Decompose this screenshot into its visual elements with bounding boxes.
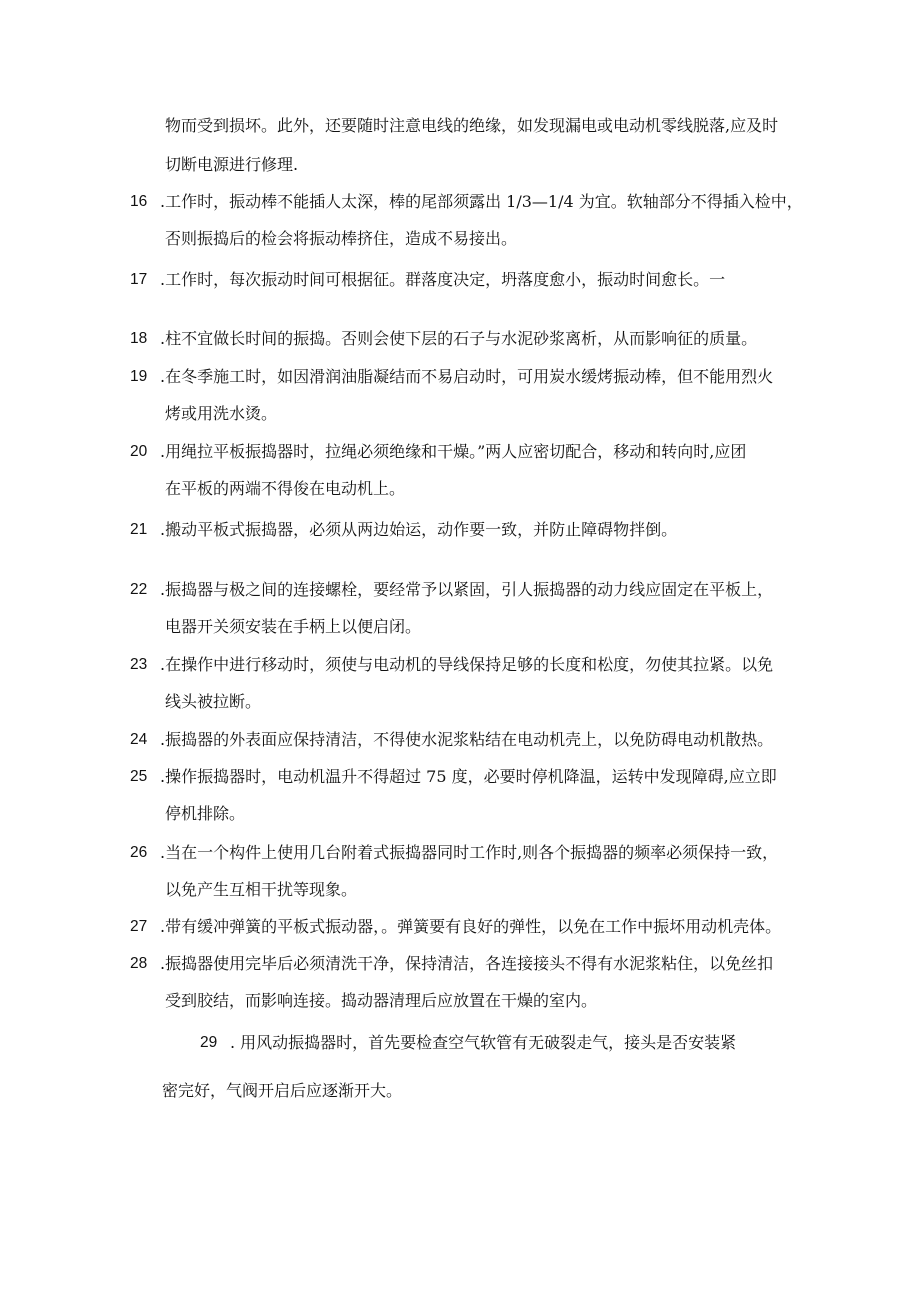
item-line: .在操作中进行移动时，须使与电动机的导线保持足够的长度和松度，勿使其拉紧。以免: [160, 655, 774, 674]
item-number: 21: [130, 521, 148, 538]
item-line: .搬动平板式振捣器，必须从两边始运，动作要一致，并防止障碍物拌倒。: [160, 520, 678, 539]
item-number: 25: [130, 768, 148, 785]
item-line: .振捣器与极之间的连接螺栓，要经常予以紧固，引人振捣器的动力线应固定在平板上，: [160, 580, 774, 599]
item-line: 停机排除。: [165, 804, 246, 823]
item-line: 受到胶结，而影响连接。捣动器清理后应放置在干燥的室内。: [165, 991, 598, 1010]
item-number: 26: [130, 844, 148, 861]
lead-line-2: 切断电源进行修理.: [165, 155, 299, 174]
item-line: 电器开关须安装在手柄上以便启闭。: [165, 617, 422, 636]
item-line: .振捣器使用完毕后必须清洗干净，保持清洁，各连接接头不得有水泥浆粘住，以免丝扣: [160, 954, 774, 973]
item-number: 19: [130, 368, 148, 385]
item-number: 27: [130, 918, 148, 935]
item-line: 线头被拉断。: [165, 692, 262, 711]
item-number: 16: [130, 193, 148, 210]
item-line: .工作时，振动棒不能插人太深，棒的尾部须露出 1/3—1/4 为宜。软轴部分不得插入检中，: [160, 192, 803, 211]
item-line: 在平板的两端不得俊在电动机上。: [165, 479, 406, 498]
item-number: 22: [130, 581, 148, 598]
item-line: .带有缓冲弹簧的平板式振动器，。弹簧要有良好的弹性，以免在工作中振坏用动机壳体。: [160, 917, 782, 936]
item-line: 否则振捣后的检会将振动棒挤住，造成不易接出。: [165, 229, 518, 248]
item-line: . 用风动振捣器时，首先要检查空气软管有无破裂走气，接头是否安装紧: [230, 1033, 737, 1052]
item-line: .工作时，每次振动时间可根据征。群落度决定，坍落度愈小，振动时间愈长。一: [160, 270, 726, 289]
lead-line-1: 物而受到损坏。此外，还要随时注意电线的绝缘，如发现漏电或电动机零线脱落,应及时: [165, 116, 779, 135]
item-line: 密完好，气阀开启后应逐渐开大。: [162, 1081, 403, 1100]
item-line: .在冬季施工时，如因滑润油脂凝结而不易启动时，可用炭水缓烤振动棒，但不能用烈火: [160, 367, 774, 386]
item-number: 17: [130, 271, 148, 288]
item-number: 29: [200, 1034, 218, 1051]
item-line: .用绳拉平板振捣器时，拉绳必须绝缘和干燥。”两人应密切配合，移动和转向时,应团: [160, 442, 747, 461]
item-line: 以免产生互相干扰等现象。: [165, 880, 358, 899]
item-line: .操作振捣器时，电动机温升不得超过 75 度，必要时停机降温，运转中发现障碍,应立即: [160, 767, 777, 786]
item-line: .振捣器的外表面应保持清洁，不得使水泥浆粘结在电动机壳上，以免防碍电动机散热。: [160, 730, 774, 749]
item-line: .柱不宜做长时间的振捣。否则会使下层的石子与水泥砂浆离析，从而影响征的质量。: [160, 329, 758, 348]
item-line: .当在一个构件上使用几台附着式振捣器同时工作时,则各个振捣器的频率必须保持一致，: [160, 843, 779, 862]
item-line: 烤或用洗水烫。: [165, 404, 278, 423]
item-number: 20: [130, 443, 148, 460]
item-number: 18: [130, 330, 148, 347]
item-number: 23: [130, 656, 148, 673]
item-number: 28: [130, 955, 148, 972]
item-number: 24: [130, 731, 148, 748]
